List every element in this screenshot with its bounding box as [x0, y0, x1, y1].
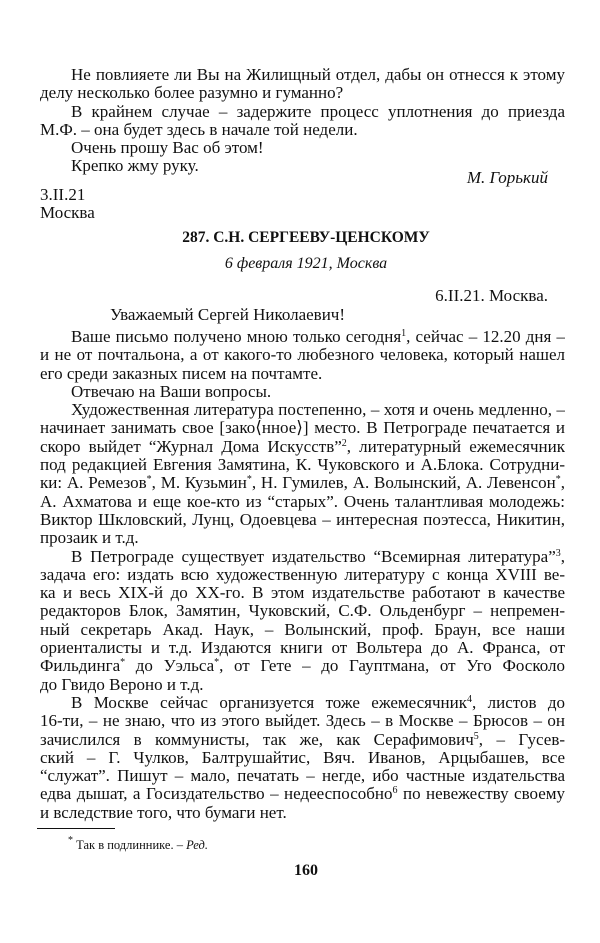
text-line [40, 602, 565, 620]
text-line [40, 419, 565, 437]
letter-closing-text [40, 66, 565, 176]
text-segment: Отвечаю на Ваши вопросы. [71, 381, 272, 401]
footnote-reference: 6 [392, 785, 398, 797]
text-line [40, 401, 565, 419]
letter-heading: 287. С.Н. СЕРГЕЕВУ-ЦЕНСКОМУ [182, 229, 430, 246]
text-segment: ориенталисты и т.д. Издаются книги от Вольтера до А. Франса, от [40, 639, 565, 658]
text-segment: А. Ахматова и еще кое-кто из “старых”. Очень талантливая молодежь: [40, 492, 565, 511]
letter-date-place [40, 186, 95, 223]
text-segment: 16-ти, – не знаю, что из этого выйдет. Здесь – в Москве – Брюсов – он [40, 712, 565, 731]
text-line [40, 731, 565, 749]
text-segment: и вследствие того, что бумаги нет. [40, 802, 287, 822]
text-line [40, 511, 565, 529]
text-line [40, 365, 565, 383]
text-segment: , М. Кузьмин [151, 474, 247, 493]
text-segment: , литературный ежемесячник [346, 437, 565, 456]
text-segment: , [560, 474, 565, 493]
text-line [40, 529, 565, 547]
footnote-rule [37, 828, 115, 829]
letter-body [40, 328, 565, 822]
footnote-editor: Ред. [186, 838, 208, 852]
text-segment: ный секретарь Акад. Наук, – Волынский, проф. Браун, все наши [40, 620, 565, 639]
date: 3.II.21 [40, 185, 86, 204]
footnote-reference: * [146, 474, 152, 486]
footnote-text: Так в подлиннике. – [76, 838, 187, 852]
text-segment: , [560, 547, 565, 566]
text-segment: начинает занимать свое [зако⟨нное⟩] место. В Петрограде печатается и [40, 419, 565, 438]
letter-subtitle: 6 февраля 1921, Москва [224, 255, 388, 272]
text-segment: , от Гете – до Гауптмана, от Уго Фосколо [219, 657, 565, 676]
text-segment: ский – Г. Чулков, Балтрушайтис, Вяч. Иванов, Арцыбашев, все [40, 748, 565, 767]
text-segment: Художественная литература постепенно, – хотя и очень медленно, – [71, 401, 565, 420]
text-segment: и не от почтальона, а от какого-то любезного человека, который нашел [40, 346, 565, 365]
text-segment: задача его: издать всю художественную литературу с конца XVIII ве- [40, 565, 565, 584]
text-segment: Очень прошу Вас об этом! [71, 138, 264, 158]
text-line [40, 493, 565, 511]
text-line [40, 804, 565, 822]
text-line [40, 676, 565, 694]
text-segment: , Н. Гумилев, А. Волынский, А. Левенсон [251, 474, 556, 493]
text-segment: В Петрограде существует издательство “Всемирная литература” [71, 547, 556, 566]
text-segment: Фильдинга [40, 657, 121, 676]
place: Москва [40, 203, 95, 223]
footnote-reference: 1 [401, 328, 407, 339]
text-segment: ки: А. Ремезов [40, 474, 147, 493]
text-segment: , – Гусев- [478, 730, 565, 749]
text-line [40, 548, 565, 566]
text-line [40, 66, 565, 84]
footnote-reference: * [120, 657, 126, 669]
footnote-mark: * [68, 835, 73, 846]
text-segment: под редакцией Евгения Замятина, К. Чуковского и А.Блока. Сотрудни- [40, 456, 565, 475]
text-segment: Виктор Шкловский, Лунц, Одоевцева – интересная поэтесса, Никитин, [40, 510, 565, 529]
text-segment: ка и весь XIX-й до XX-го. В этом издательстве работают в качестве [40, 584, 565, 603]
text-line [40, 749, 565, 767]
text-line [40, 767, 565, 785]
text-line [40, 438, 565, 456]
text-line [40, 785, 565, 803]
footnote-reference: * [555, 474, 561, 486]
text-segment: прозаик и т.д. [40, 528, 139, 548]
text-line [40, 103, 565, 121]
text-segment: “служат”. Пишут – мало, печатать – негде, ибо частные издательства [40, 767, 565, 786]
text-segment: его среди заказных писем на почтамте. [40, 363, 323, 383]
text-line [40, 694, 565, 712]
footnote [68, 836, 208, 854]
footnote-reference: 4 [467, 693, 473, 705]
text-segment: делу несколько более разумно и гуманно? [40, 83, 344, 103]
letter-date: 6.II.21. Москва. [435, 286, 548, 305]
text-line [40, 139, 565, 157]
text-segment: Крепко жму руку. [71, 156, 199, 176]
footnote-reference: 2 [341, 437, 347, 449]
text-line [40, 639, 565, 657]
text-line [40, 474, 565, 492]
text-line [40, 383, 565, 401]
text-segment: , листов до [472, 693, 565, 712]
text-line [40, 584, 565, 602]
text-line [40, 621, 565, 639]
footnote-reference: 5 [473, 730, 479, 742]
text-line [40, 121, 565, 139]
footnote-reference: * [246, 474, 252, 486]
text-line [40, 328, 565, 346]
text-segment: В Москве сейчас организуется тоже ежемесячник [71, 693, 468, 712]
text-line [40, 346, 565, 364]
text-line [40, 712, 565, 730]
text-line [40, 84, 565, 102]
text-segment: редакторов Блок, Замятин, Чуковский, С.Ф. Ольденбург – непремен- [40, 602, 565, 621]
text-segment: , сейчас – 12.20 дня – [406, 328, 565, 346]
text-segment: до Уэльса [125, 657, 215, 676]
page-number: 160 [294, 862, 318, 879]
text-line [40, 657, 565, 675]
text-segment: по невежеству своему [397, 785, 565, 804]
text-segment: едва дышат, а Госиздательство – недееспособно [40, 785, 393, 804]
text-segment: В крайнем случае – задержите процесс уплотнения до приезда [71, 102, 565, 121]
signature: М. Горький [466, 168, 548, 187]
text-segment: до Гвидо Вероно и т.д. [40, 674, 204, 694]
footnote-reference: * [214, 657, 220, 669]
text-segment: скоро выйдет “Журнал Дома Искусств” [40, 437, 342, 456]
text-segment: Не повлияете ли Вы на Жилищный отдел, дабы он отнесся к этому [71, 66, 565, 84]
text-segment: М.Ф. – она будет здесь в начале той недели. [40, 119, 358, 139]
text-line [40, 456, 565, 474]
text-segment: зачислился в коммунисты, так же, как Серафимович [40, 730, 474, 749]
greeting: Уважаемый Сергей Николаевич! [110, 305, 346, 324]
footnote-reference: 3 [555, 547, 561, 559]
text-line [40, 566, 565, 584]
text-segment: Ваше письмо получено мною только сегодня [71, 328, 402, 346]
